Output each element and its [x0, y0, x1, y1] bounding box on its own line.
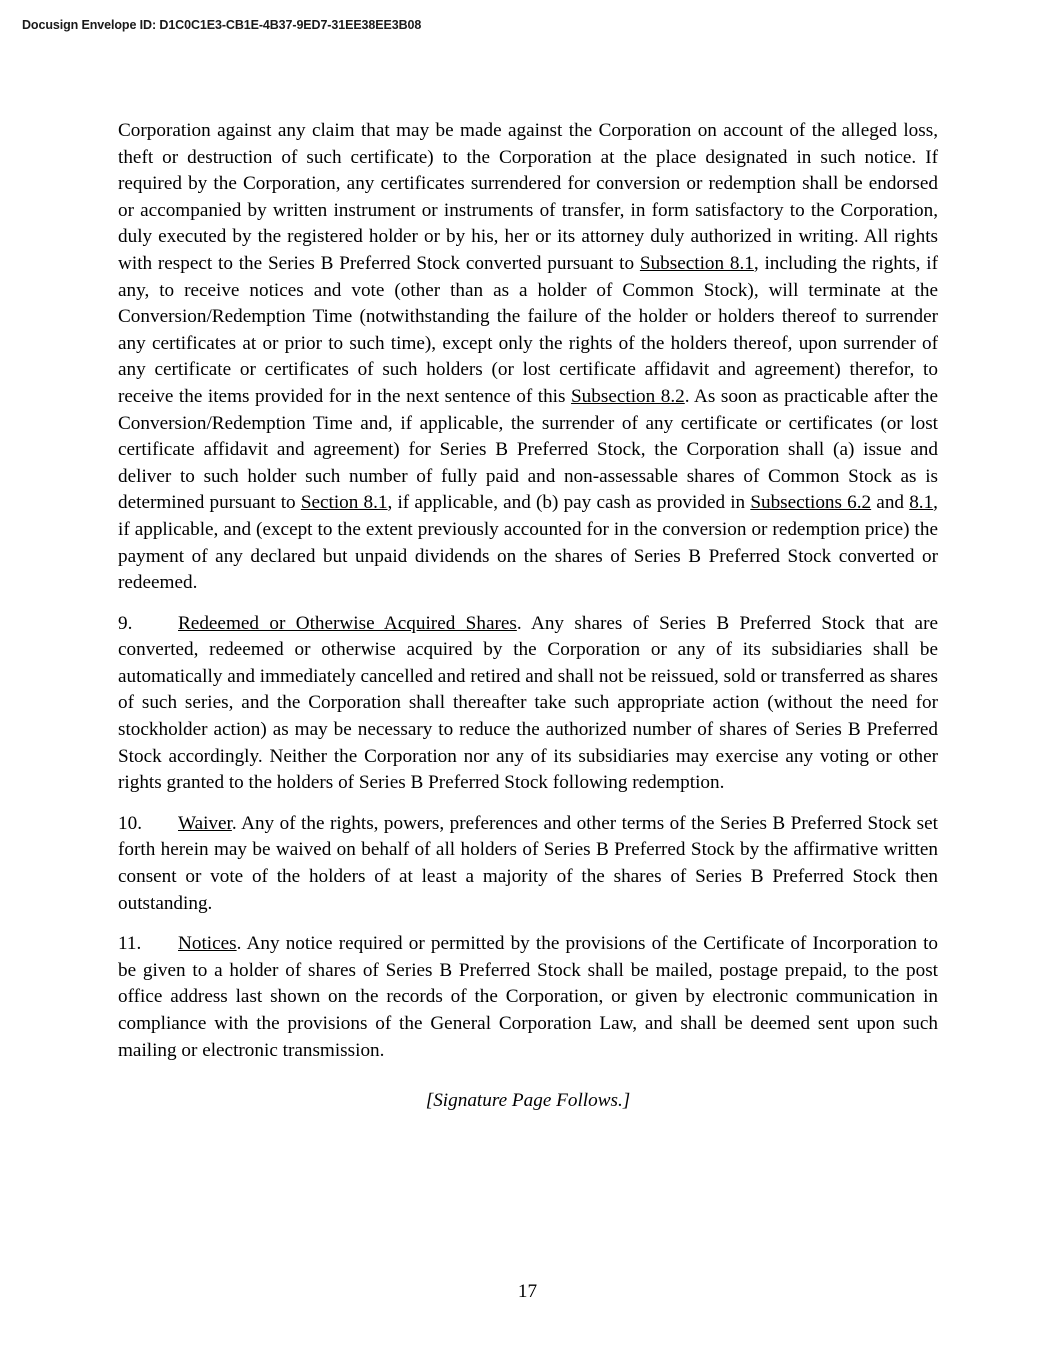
section-9-heading: Redeemed or Otherwise Acquired Shares	[178, 612, 517, 634]
section-9-text: . Any shares of Series B Preferred Stock that are converted, redeemed or otherwise acquired by the Corporation or any of its subsidiaries shall be automatically and immediately cancelled and retired and shall not be reissued, sold or transferred as shares of such series, and the Corporation shall thereafter take such appropriate action (without the need for stockholder action) as may be necessary to reduce the authorized number of shares of Series B Preferred Stock accordingly. Neither the Corporation nor any of its subsidiaries may exercise any voting or other rights granted to the holders of Series B Preferred Stock following redemption.	[118, 612, 938, 794]
section-10-heading: Waiver	[178, 812, 232, 834]
paragraph-text-segment: and	[871, 492, 910, 514]
paragraph-continuation	[118, 118, 938, 597]
docusign-envelope-id: Docusign Envelope ID: D1C0C1E3-CB1E-4B37-9ED7-31EE38EE3B08	[22, 18, 422, 32]
cross-reference-subsections-6-2: Subsections 6.2	[750, 492, 872, 514]
paragraph-text-segment: , including the rights, if any, to receive notices and vote (other than as a holder of Common Stock), will terminate at the Conversion/Redemption Time (notwithstanding the failure of the holder or holders thereof to surrender any certificates at or prior to such time), except only the rights of the holders thereof, upon surrender of any certificate or certificates of such holders (or lost certificate affidavit and agreement) therefor, to receive the items provided for in the next sentence of this	[118, 252, 938, 407]
section-9-number: 9.	[118, 612, 133, 634]
cross-reference-section-8-1: Section 8.1	[300, 492, 388, 514]
paragraph-text-segment: . As soon as practicable after the Conversion/Redemption Time and, if applicable, the surrender of any certificate or certificates (or lost certificate affidavit and agreement) for Series B Preferred Stock, the Corporation shall (a) issue and deliver to such holder such number of fully paid and non-assessable shares of Common Stock as is determined pursuant to	[118, 385, 938, 514]
cross-reference-8-1: 8.1	[909, 492, 934, 514]
section-11-number: 11.	[118, 933, 142, 955]
section-10-number: 10.	[118, 812, 142, 834]
section-11	[118, 931, 938, 1064]
paragraph-text-segment: , if applicable, and (b) pay cash as provided in	[387, 492, 751, 514]
section-11-text: . Any notice required or permitted by the provisions of the Certificate of Incorporation to be given to a holder of shares of Series B Preferred Stock shall be mailed, postage prepaid, to the post office address last shown on the records of the Corporation, or given by electronic communication in compliance with the provisions of the General Corporation Law, and shall be deemed sent upon such mailing or electronic transmission.	[118, 933, 938, 1061]
section-10	[118, 811, 938, 917]
paragraph-text-segment: Corporation against any claim that may be made against the Corporation on account of the alleged loss, theft or destruction of such certificate) to the Corporation at the place designated in such notice. If required by the Corporation, any certificates surrendered for conversion or redemption shall be endorsed or accompanied by written instrument or instruments of transfer, in form satisfactory to the Corporation, duly executed by the registered holder or by his, her or its attorney duly authorized in writing. All rights with respect to the Series B Preferred Stock converted pursuant to	[118, 120, 938, 274]
document-body	[118, 118, 938, 1112]
cross-reference-subsection-8-1: Subsection 8.1	[639, 252, 754, 274]
signature-page-follows-note: [Signature Page Follows.]	[425, 1090, 631, 1112]
section-9	[118, 611, 938, 797]
paragraph-text-segment: , if applicable, and (except to the extent previously accounted for in the conversion or redemption price) the payment of any declared but unpaid dividends on the shares of Series B Preferred Stock converted or redeemed.	[118, 492, 938, 594]
cross-reference-subsection-8-2: Subsection 8.2	[571, 385, 685, 407]
section-11-heading: Notices	[178, 933, 237, 955]
section-10-text: . Any of the rights, powers, preferences and other terms of the Series B Preferred Stock set forth herein may be waived on behalf of all holders of Series B Preferred Stock by the affirmative written consent or vote of the holders of at least a majority of the shares of Series B Preferred Stock then outstanding.	[118, 812, 938, 914]
page-number: 17	[517, 1281, 538, 1302]
